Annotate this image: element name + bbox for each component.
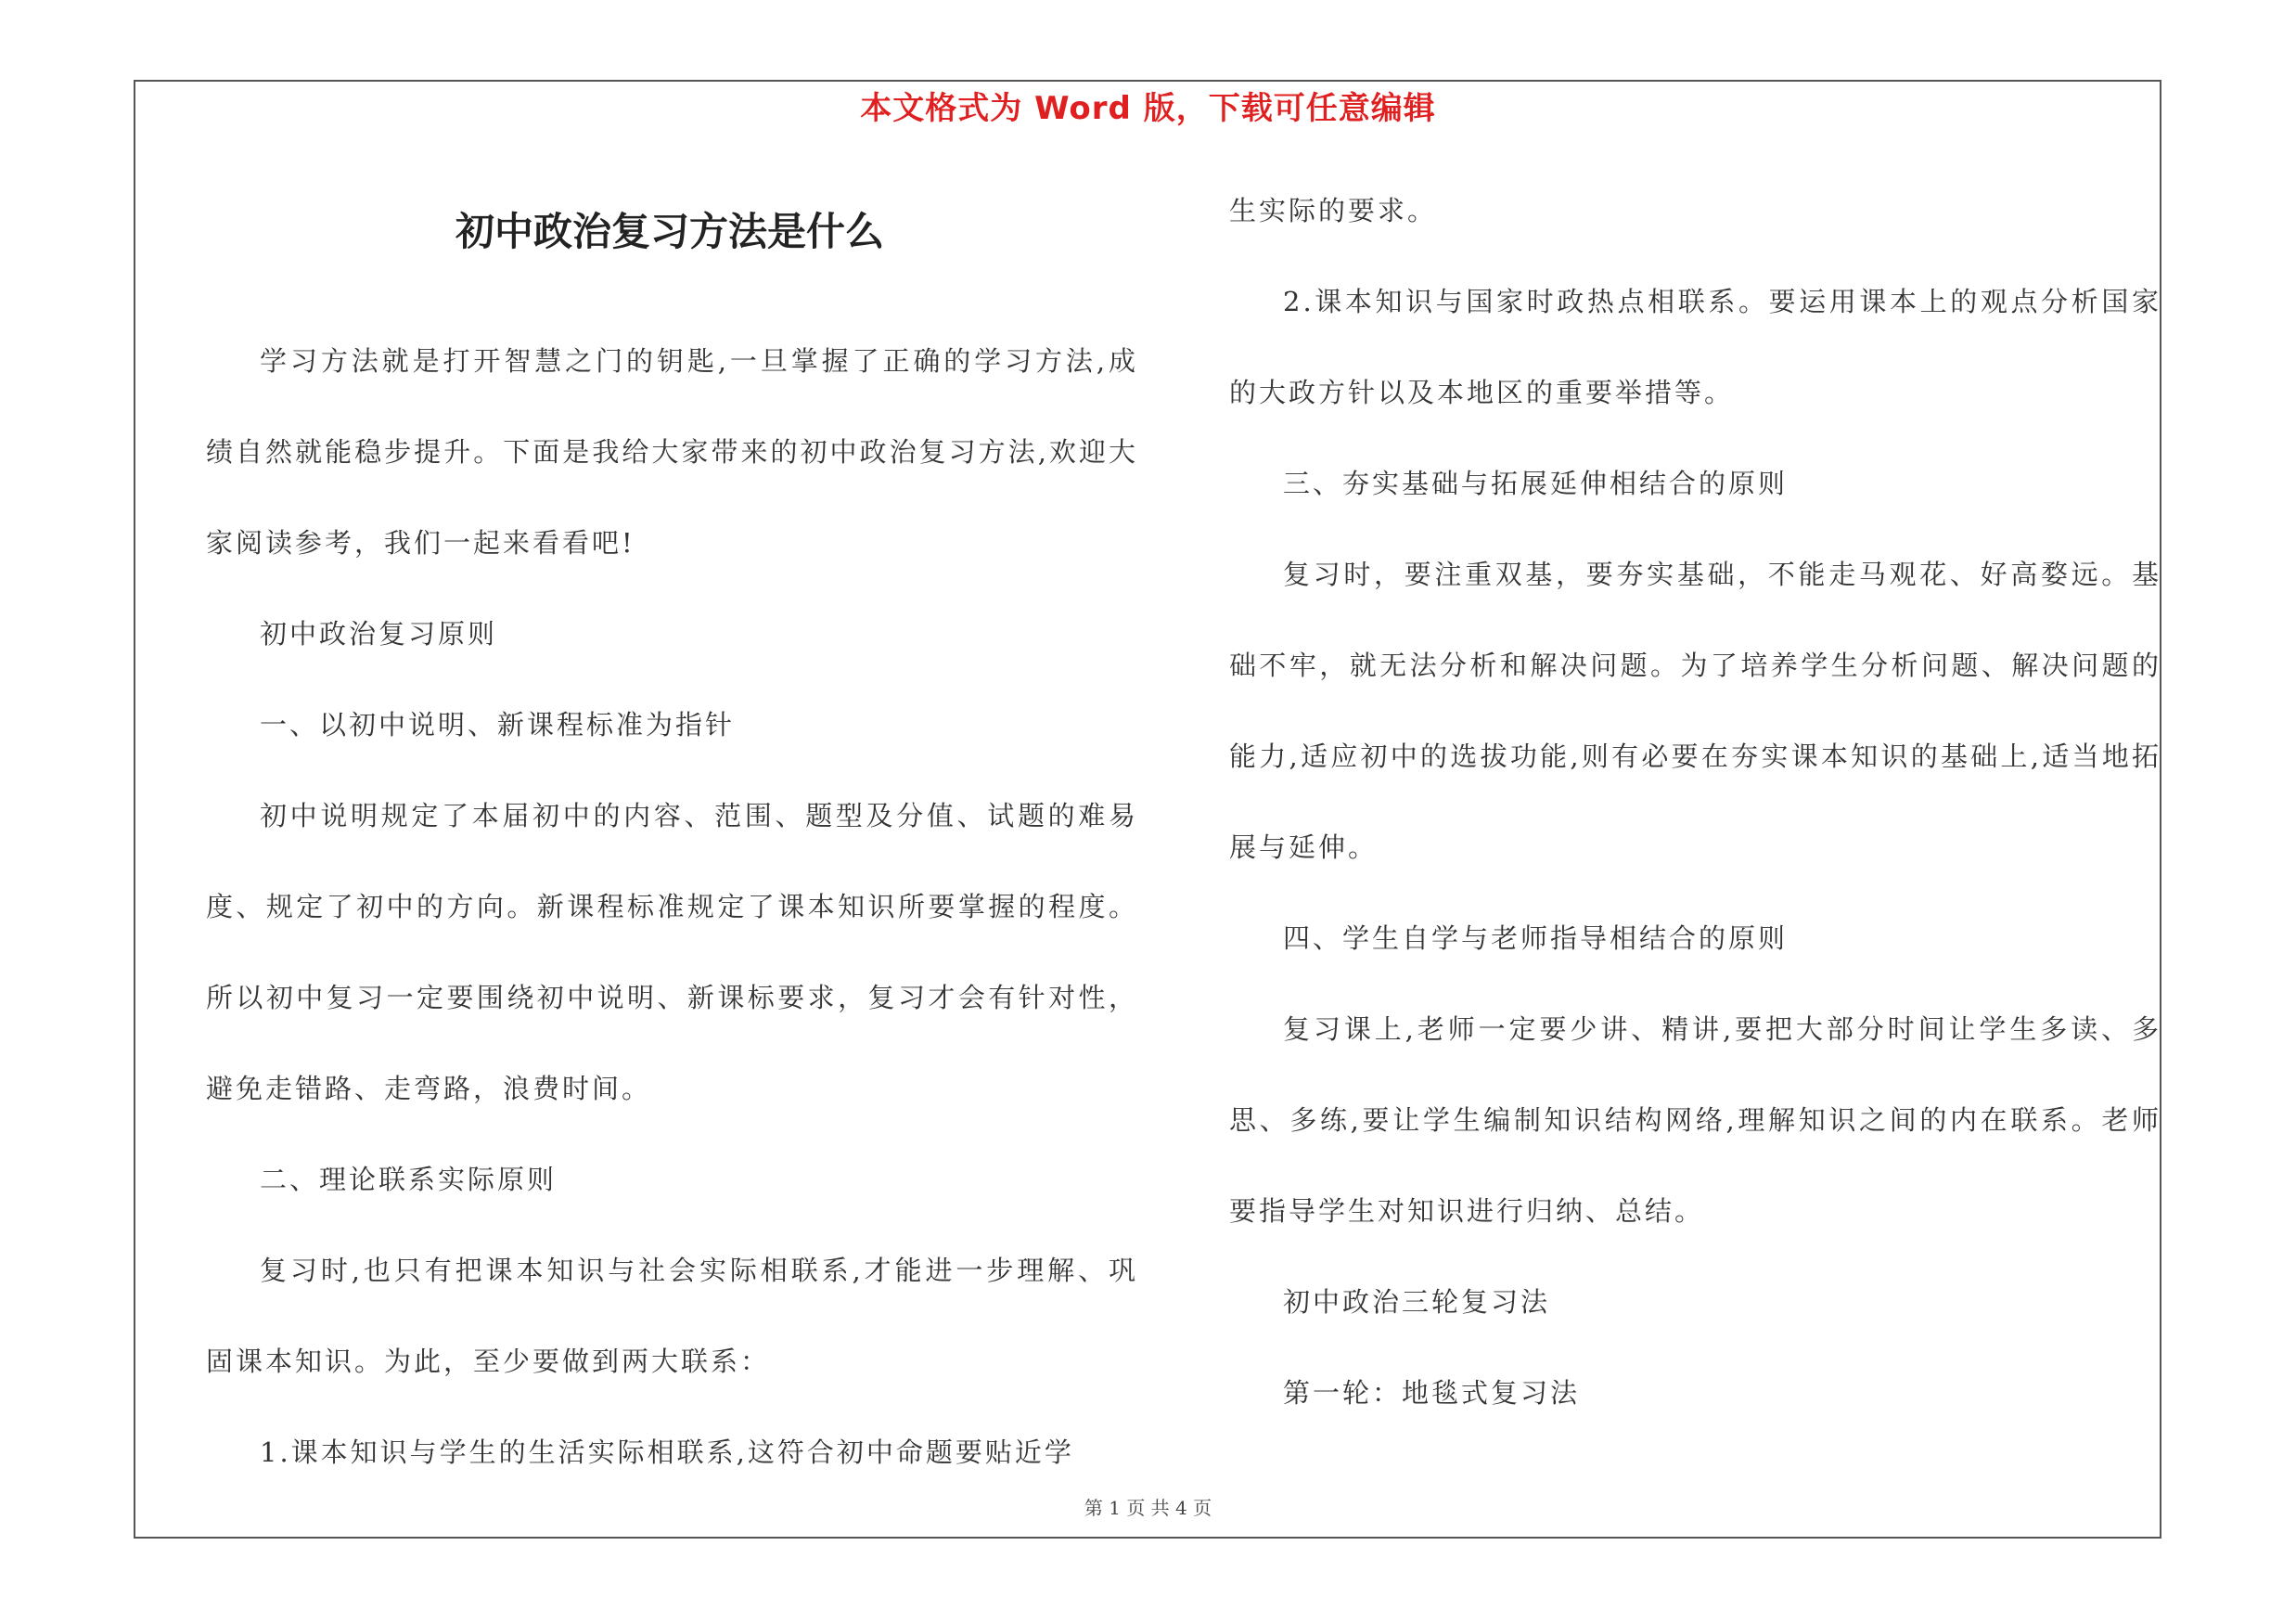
left-column (206, 316, 1138, 1498)
principle-paragraph-3: 复习时，要注重双基，要夯实基础，不能走马观花、好高婺远。基础不牢，就无法分析和解决问题。为了培养学生分析问题、解决问题的能力,适应初中的选拔功能,则有必要在夯实课本知识的基础上,适当地拓展与延伸。 (1229, 559, 2161, 863)
format-banner: 本文格式为 Word 版，下载可任意编辑 (860, 90, 1436, 127)
connection-item-1: 1.课本知识与学生的生活实际相联系,这符合初中命题要贴近学 (260, 1436, 1074, 1468)
principle-heading-2: 二、理论联系实际原则 (260, 1164, 558, 1195)
principle-heading-4: 四、学生自学与老师指导相结合的原则 (1283, 922, 1789, 954)
section-heading-three-rounds: 初中政治三轮复习法 (1283, 1286, 1551, 1318)
continuation-line: 生实际的要求。 (1229, 195, 1438, 226)
principle-heading-3: 三、夯实基础与拓展延伸相结合的原则 (1283, 468, 1789, 499)
right-column (1229, 165, 2161, 1438)
connection-item-2: 2.课本知识与国家时政热点相联系。要运用课本上的观点分析国家的大政方针以及本地区的重要举措等。 (1229, 286, 2161, 408)
section-heading-principles: 初中政治复习原则 (260, 618, 498, 650)
round-heading-1: 第一轮：地毯式复习法 (1283, 1377, 1581, 1409)
principle-paragraph-4: 复习课上,老师一定要少讲、精讲,要把大部分时间让学生多读、多思、多练,要让学生编制知识结构网络,理解知识之间的内在联系。老师要指导学生对知识进行归纳、总结。 (1229, 1013, 2161, 1227)
intro-paragraph: 学习方法就是打开智慧之门的钥匙,一旦掌握了正确的学习方法,成绩自然就能稳步提升。下面是我给大家带来的初中政治复习方法,欢迎大家阅读参考，我们一起来看看吧! (206, 345, 1138, 559)
principle-paragraph-2: 复习时,也只有把课本知识与社会实际相联系,才能进一步理解、巩固课本知识。为此，至少要做到两大联系： (206, 1255, 1138, 1377)
principle-heading-1: 一、以初中说明、新课程标准为指针 (260, 709, 736, 741)
document-title: 初中政治复习方法是什么 (455, 209, 884, 254)
page-number-footer: 第 1 页 共 4 页 (1084, 1497, 1212, 1519)
principle-paragraph-1: 初中说明规定了本届初中的内容、范围、题型及分值、试题的难易度、规定了初中的方向。新课程标准规定了课本知识所要掌握的程度。所以初中复习一定要围绕初中说明、新课标要求，复习才会有针对性，避免走错路、走弯路，浪费时间。 (206, 800, 1138, 1104)
